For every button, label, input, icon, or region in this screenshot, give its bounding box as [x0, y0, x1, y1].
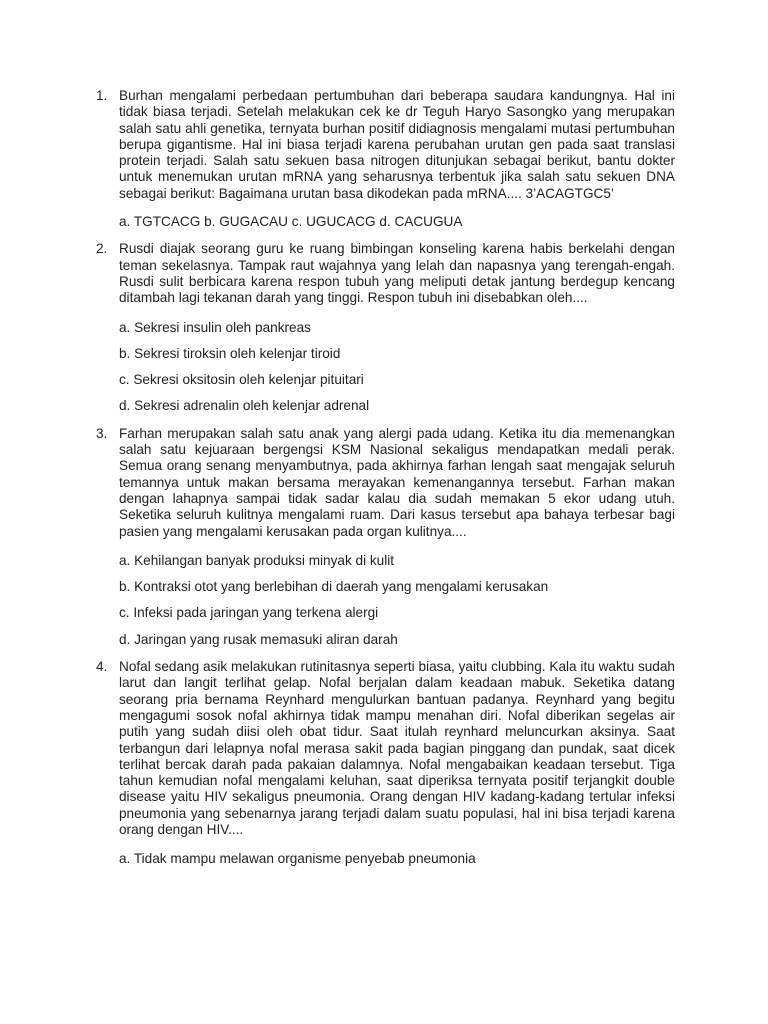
answer-option-c: c. Sekresi oksitosin oleh kelenjar pituitari [119, 372, 364, 388]
question-number: 3. [96, 425, 108, 441]
question-text: Burhan mengalami perbedaan pertumbuhan dari beberapa saudara kandungnya. Hal ini tidak biasa terjadi. Setelah melakukan cek ke dr Teguh Haryo Sasongko yang merupakan salah satu ahli genetika, ternyata burhan positif didiagnosis mengalami mutasi pertumbuhan berupa gigantisme. Hal ini biasa terjadi karena perubahan urutan gen pada saat translasi protein terjadi. Salah satu sekuen basa nitrogen ditunjukan sebagai berikut, bantu dokter untuk menemukan urutan mRNA yang seharusnya terbentuk jika salah satu sekuen DNA sebagai berikut: Bagaimana urutan basa dikodekan pada mRNA.... 3’ACAGTGC5’ [119, 88, 675, 201]
question-3 [0, 426, 768, 648]
question-number: 4. [96, 659, 108, 675]
question-number: 2. [96, 241, 108, 257]
answer-option-b: b. Kontraksi otot yang berlebihan di daerah yang mengalami kerusakan [119, 579, 549, 595]
answer-option-b: b. Sekresi tiroksin oleh kelenjar tiroid [119, 345, 341, 361]
question-1 [0, 88, 768, 230]
question-text: Farhan merupakan salah satu anak yang alergi pada udang. Ketika itu dia memenangkan salah satu kejuaraan bergengsi KSM Nasional sekaligus mendapatkan medali perak. Semua orang senang menyambutnya, pada akhirnya farhan lengah saat mengajak seluruh temannya untuk makan bersama merayakan kemenangannya tersebut. Farhan makan dengan lahapnya sampai tidak sadar kalau dia sudah memakan 5 ekor udang utuh. Seketika seluruh kulitnya mengalami ruam. Dari kasus tersebut apa bahaya terbesar bagi pasien yang mengalami kerusakan pada organ kulitnya.... [119, 425, 675, 539]
question-2 [0, 241, 768, 414]
question-4 [0, 659, 768, 868]
answer-option: a. TGTCACG b. GUGACAU c. UGUCACG d. CACUGUA [119, 214, 463, 230]
question-text: Rusdi diajak seorang guru ke ruang bimbingan konseling karena habis berkelahi dengan teman sekelasnya. Tampak raut wajahnya yang lelah dan napasnya yang terengah-engah. Rusdi sulit berbicara karena respon tubuh yang meliputi detak jantung berdegup kencang ditambah lagi tekanan darah yang tinggi. Respon tubuh ini disebabkan oleh.... [119, 241, 675, 306]
answer-option-d: d. Sekresi adrenalin oleh kelenjar adrenal [119, 398, 370, 414]
answer-option-a: a. Sekresi insulin oleh pankreas [119, 319, 311, 335]
question-text: Nofal sedang asik melakukan rutinitasnya seperti biasa, yaitu clubbing. Kala itu waktu sudah larut dan langit terlihat gelap. Nofal berjalan dalam keadaan mabuk. Seketika datang seorang pria bernama Reynhard mengulurkan bantuan padanya. Reynhard yang begitu mengagumi sosok nofal akhirnya tidak mampu menahan diri. Nofal diberikan segelas air putih yang sudah diisi oleh obat tidur. Saat itulah reynhard meluncurkan aksinya. Saat terbangun dari lelapnya nofal merasa sakit pada bagian pinggang dan pundak, saat dicek terlihat bercak darah pada pakaian dalamnya. Nofal mengabaikan keadaan tersebut. Tiga tahun kemudian nofal mengalami keluhan, saat diperiksa ternyata positif terjangkit double disease yaitu HIV sekaligus pneumonia. Orang dengan HIV kadang-kadang tertular infeksi pneumonia yang sebenarnya jarang terjadi dalam suatu populasi, hal ini bisa terjadi karena orang dengan HIV.... [119, 659, 675, 837]
answer-option-d: d. Jaringan yang rusak memasuki aliran darah [119, 631, 398, 647]
answer-option-c: c. Infeksi pada jaringan yang terkena alergi [119, 605, 379, 621]
answer-options [119, 851, 675, 867]
question-number: 1. [96, 88, 108, 103]
question-list [0, 88, 768, 868]
answer-option-a: a. Tidak mampu melawan organisme penyebab pneumonia [119, 851, 476, 867]
answer-options [119, 320, 675, 415]
answer-options [119, 214, 675, 230]
answer-options [119, 553, 675, 648]
answer-option-a: a. Kehilangan banyak produksi minyak di kulit [119, 552, 395, 568]
